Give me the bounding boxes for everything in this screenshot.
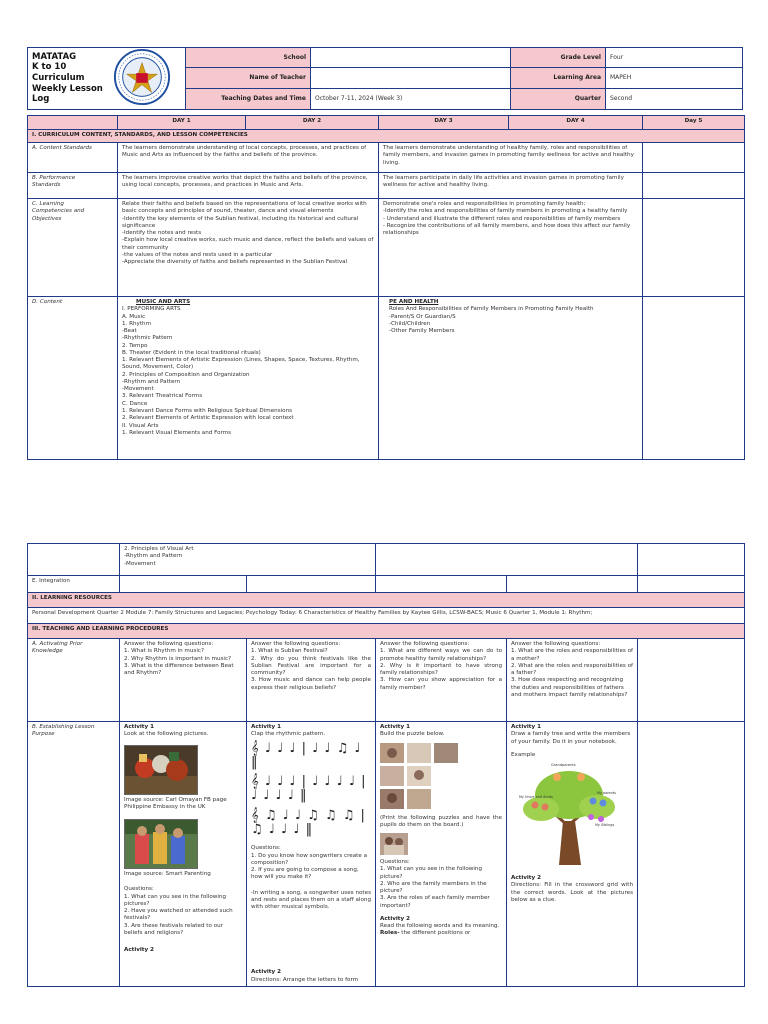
lesson-purpose-day1: [120, 722, 247, 987]
day2-questions: Questions: 1. Do you know how songwriters create a composition? 2. If you are going to compose a song, how will you make it?: [251, 845, 368, 881]
tree-label-grandparents: Grandparents: [551, 763, 576, 768]
content-standards-day5: [643, 143, 745, 173]
day1-image-source-2: Image source: Smart Parenting: [124, 871, 211, 878]
day-3-header: DAY 3: [379, 116, 509, 130]
title-line-3: Weekly Lesson Log: [32, 83, 103, 105]
prior-knowledge-day2: Answer the following questions: 1. What is Sublian Festival? 2. Why do you think festivals like the Sublian Festival are important for a community? 3. How music and dance can help people express their religious beliefs?: [247, 639, 376, 722]
school-value[interactable]: [311, 48, 511, 68]
prior-knowledge-day1: Answer the following questions: 1. What is Rhythm in music? 2. Why Rhythm is important in music? 3. What is the difference between Beat and Rhythm?: [120, 639, 247, 722]
day-4-header: DAY 4: [509, 116, 643, 130]
section-3-title: III. TEACHING AND LEARNING PROCEDURES: [28, 624, 745, 639]
dates-value[interactable]: October 7-11, 2024 (Week 3): [311, 88, 511, 109]
quarter-label: Quarter: [511, 88, 606, 109]
content-day5: [643, 297, 745, 460]
day3-activity-1-title: Activity 1: [380, 724, 410, 730]
roles-word: Roles-: [380, 930, 400, 937]
integration-day2: [247, 576, 376, 593]
day-1-header: DAY 1: [118, 116, 246, 130]
competencies-day5: [643, 199, 745, 297]
performance-standards-label: B. Performance Standards: [28, 173, 118, 199]
performance-standards-health: The learners participate in daily life activities and invasion games in promoting family wellness for active and healthy living.: [379, 173, 643, 199]
day3-roles-definition: [380, 930, 502, 937]
tree-label-parents: My parents: [597, 791, 616, 796]
day1-image-source-1: Image source: Carl Omayan FB page Philippine Embassy in the UK: [124, 796, 227, 810]
curriculum-table: [27, 115, 745, 460]
title-line-1: MATATAG: [32, 51, 77, 62]
day2-activity-2-text: Directions: Arrange the letters to form: [251, 976, 359, 983]
pe-health-heading: PE AND HEALTH: [389, 299, 439, 305]
day4-activity-1-instruction: Draw a family tree and write the members of your family. Do it in your notebook.: [511, 731, 631, 745]
music-arts-heading: MUSIC AND ARTS: [136, 299, 191, 305]
lesson-purpose-day3: [376, 722, 507, 987]
content-health: [379, 297, 643, 460]
content-music: [118, 297, 379, 460]
tree-label-uncles-aunts: My Uncle and Aunts: [519, 795, 553, 800]
day2-activity-1-instruction: Clap the rhythmic pattern.: [251, 731, 326, 738]
learning-area-label: Learning Area: [511, 67, 606, 88]
day4-activity-1-title: Activity 1: [511, 724, 541, 730]
day3-print-note: (Print the following puzzles and have the pupils do them on the board.): [380, 814, 502, 828]
content-standards-music: The learners demonstrate understanding of local concepts, processes, and practices of Music and Arts as influenced by the faiths and beliefs of the province.: [118, 143, 379, 173]
content-standards-label: A. Content Standards: [28, 143, 118, 173]
prior-knowledge-label: A. Activating Prior Knowledge: [28, 639, 120, 722]
day2-activity-1-title: Activity 1: [251, 724, 281, 730]
day3-activity-1-instruction: Build the puzzle below.: [380, 731, 445, 738]
grade-level-value[interactable]: Four: [606, 48, 743, 68]
roles-meaning: the different positions or: [399, 930, 471, 937]
day4-activity-2-title: Activity 2: [511, 875, 541, 882]
continued-label: [28, 544, 120, 576]
day-2-header: DAY 2: [246, 116, 379, 130]
day1-questions: Questions: 1. What can you see in the following pictures? 2. Have you watched or attended such festivals? 3. Are these festivals related to our beliefs and religions?: [124, 886, 233, 936]
day-5-header: Day 5: [643, 116, 745, 130]
procedures-table: [27, 543, 745, 987]
performance-standards-music: The learners improvise creative works that depict the faiths and beliefs of the province, using local concepts, processes, and practices in Music and Arts.: [118, 173, 379, 199]
content-label: D. Content: [28, 297, 118, 460]
integration-day1: [120, 576, 247, 593]
header-table: [27, 47, 743, 110]
seal-cell: [113, 48, 186, 110]
section-1-title: I. CURRICULUM CONTENT, STANDARDS, AND LESSON COMPETENCIES: [28, 130, 745, 143]
competencies-label: C. Learning Competencies and Objectives: [28, 199, 118, 297]
day3-questions: Questions: 1. What can you see in the following picture? 2. Who are the family members in the picture? 3. Are the roles of each family member important?: [380, 859, 490, 909]
family-photo: [380, 833, 408, 855]
continued-health: [376, 544, 638, 576]
learning-area-value[interactable]: MAPEH: [606, 67, 743, 88]
lesson-purpose-label: B. Establishing Lesson Purpose: [28, 722, 120, 987]
day1-activity-2-title: Activity 2: [124, 947, 154, 954]
festival-photo-1: [124, 745, 198, 795]
corner-cell: [28, 116, 118, 130]
school-label: School: [186, 48, 311, 68]
content-standards-health: The learners demonstrate understanding of healthy family, roles and responsibilities of family members, and invasion games in promoting family wellness for active and healthy living.: [379, 143, 643, 173]
integration-day5: [638, 576, 745, 593]
family-puzzle-image: [380, 743, 460, 809]
quarter-value[interactable]: Second: [606, 88, 743, 109]
day3-activity-2-text: Read the following words and its meaning.: [380, 923, 500, 930]
dates-label: Teaching Dates and Time: [186, 88, 311, 109]
day4-example-label: Example: [511, 751, 536, 758]
day4-activity-2-text: Directions: Fill in the crossword grid with the correct words. Look at the pictures below as a clue.: [511, 882, 633, 903]
day3-activity-2-title: Activity 2: [380, 915, 410, 922]
day1-activity-1-title: Activity 1: [124, 724, 154, 730]
continued-visual-art: 2. Principles of Visual Art -Rhythm and Pattern -Movement: [120, 544, 376, 576]
teacher-label: Name of Teacher: [186, 67, 311, 88]
integration-label: E. Integration: [28, 576, 120, 593]
teacher-value[interactable]: [311, 67, 511, 88]
day2-activity-2-title: Activity 2: [251, 969, 281, 976]
resources-text: Personal Development Quarter 2 Module 7: Family Structures and Legacies; Psychology Today: 6 Characteristics of Healthy Families by Kaytee Gillis, LCSW-BACS; Music 6 Quarter 1, Module 1: Rhythm;: [28, 608, 745, 624]
tree-label-siblings: My Siblings: [595, 823, 615, 828]
prior-knowledge-day4: Answer the following questions: 1. What are the roles and responsibilities of a mother? 2. What are the roles and responsibilities of a father? 3. How does respecting and recognizing the duties and responsibilities of fathers and mothers impact family relationships?: [507, 639, 638, 722]
continued-day5: [638, 544, 745, 576]
family-tree-icon: [511, 761, 629, 869]
lesson-purpose-day5: [638, 722, 745, 987]
rhythm-pattern-2: 𝄞 ♩ ♩ ♩ | ♩ ♩ ♩ ♩ | ♩ ♩ ♩ ♩ ‖: [251, 774, 367, 804]
pe-health-outline: Roles And Responsibilities of Family Members in Promoting Family Health -Parent/S Or Guardian/S -Child/Children -Other Family Members: [389, 306, 594, 335]
rhythm-pattern-3: 𝄞 ♫ ♩ ♩ ♫ ♫ ♫ | ♫ ♩ ♩ ♩ ‖: [251, 807, 366, 838]
performance-standards-day5: [643, 173, 745, 199]
prior-knowledge-day5: [638, 639, 745, 722]
lesson-purpose-day4: [507, 722, 638, 987]
deped-seal-icon: [113, 48, 171, 106]
integration-day4: [507, 576, 638, 593]
grade-level-label: Grade Level: [511, 48, 606, 68]
family-tree-diagram: [511, 761, 629, 869]
music-arts-outline: I. PERFORMING ARTS A. Music 1. Rhythm -Beat -Rhythmic Pattern 2. Tempo B. Theater (Evident in the local traditional rituals) 1. Relevant Elements of Artistic Expression (Lines, Shapes, Space, Textures, Rhythm, Sound, Movement, Color) 2. Principles of Composition and Organization -Rhythm and Pattern -Movement 3. Relevant Theatrical Forms C. Dance 1. Relevant Dance Forms with Religious Spiritual Dimensions 2. Relevant Elements of Artistic Expression with local context II. Visual Arts 1. Relevant Visual Elements and Forms: [122, 306, 360, 436]
title-line-2: K to 10 Curriculum: [32, 62, 85, 84]
competencies-music: Relate their faiths and beliefs based on the representations of local creative works with basic concepts and principles of sound, theater, dance and visual elements -Identify the key elements of the Sublian festival, including its historical and cultural significance -Identify the notes and rests -Explain how local creative works, such music and dance, reflect the beliefs and values of their community -the values of the notes and rests used in a particular -Appreciate the diversity of faiths and beliefs represented in the Sublian Festival: [118, 199, 379, 297]
integration-day3: [376, 576, 507, 593]
title-cell: [28, 48, 113, 110]
competencies-health: Demonstrate one's roles and responsibilities in promoting family health; -Identify the roles and responsibilities of family members in promoting a healthy family - Understand and illustrate the different roles and responsibilities of family members - Recognize the contributions of all family members, and how does this affect our family relationships: [379, 199, 643, 297]
day2-songwriter-note: -In writing a song, a songwriter uses notes and rests and places them on a staff along with other musical symbols.: [251, 889, 371, 911]
day1-activity-1-instruction: Look at the following pictures.: [124, 731, 209, 738]
prior-knowledge-day3: Answer the following questions: 1. What are different ways we can do to promote healthy family relationships? 2. Why is it important to have strong family relationships? 3. How can you show appreciation for a family member?: [376, 639, 507, 722]
lesson-purpose-day2: [247, 722, 376, 987]
rhythm-pattern-1: 𝄞 ♩ ♩ ♩ | ♩ ♩ ♫ ♩ ‖: [251, 740, 362, 770]
section-2-title: II. LEARNING RESOURCES: [28, 593, 745, 608]
festival-photo-2: [124, 819, 198, 869]
